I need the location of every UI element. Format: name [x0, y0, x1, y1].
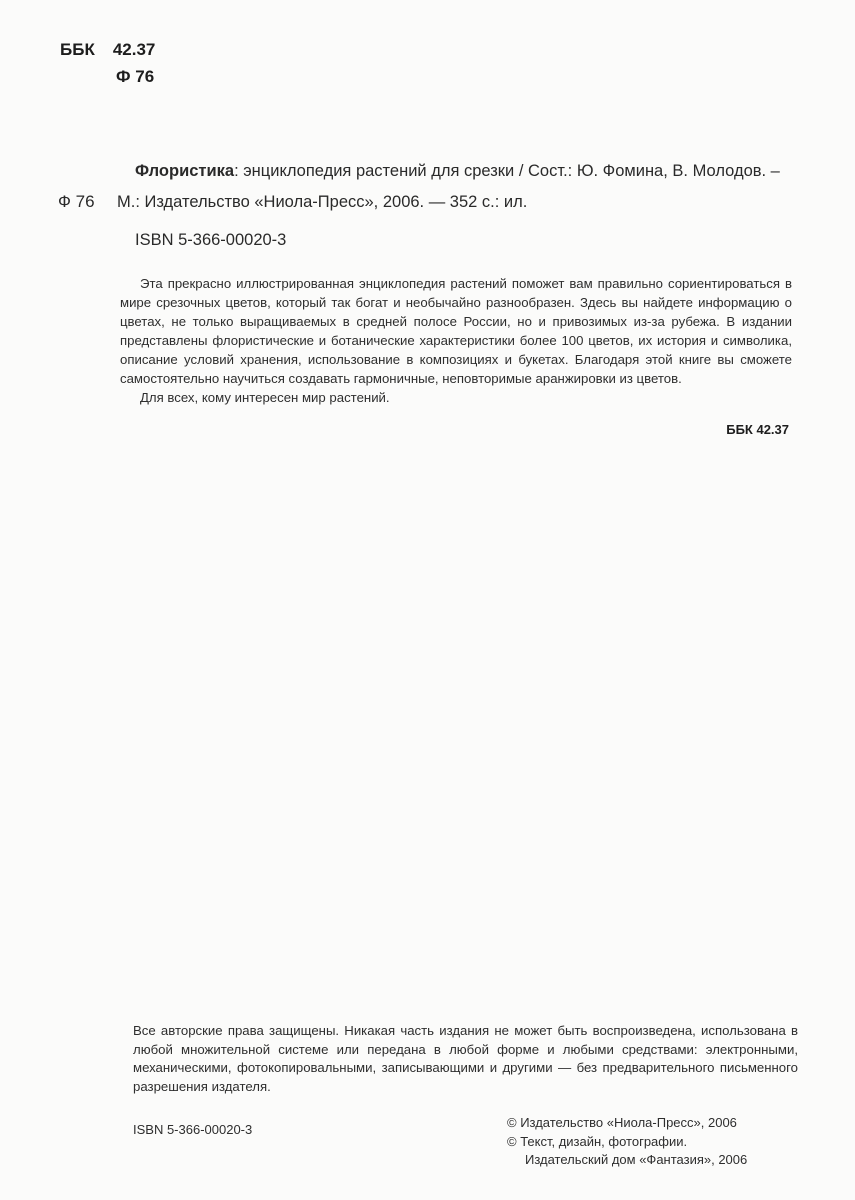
bbk-line — [60, 36, 155, 63]
copyright-publishing-house: Издательский дом «Фантазия», 2006 — [525, 1152, 748, 1167]
book-title: Флористика — [135, 162, 235, 180]
catalog-publisher-line — [58, 192, 527, 212]
bbk-classification-block — [60, 36, 155, 90]
publisher-info: М.: Издательство «Ниола-Пресс», 2006. — 352 с.: ил. — [117, 193, 528, 211]
audience-note: Для всех, кому интересен мир растений. — [140, 390, 390, 405]
footer-isbn: ISBN 5-366-00020-3 — [133, 1122, 253, 1137]
copyright-notice: Все авторские права защищены. Никакая часть издания не может быть воспроизведена, использована в любой множительной системе или передана в любой форме и любыми средствами: электронными, механическими, фотокопировальными, записывающими и другими — без предварительного письменного разрешения издателя. — [133, 1023, 798, 1094]
bbk-code: 42.37 — [112, 40, 156, 59]
abstract-paragraph: Эта прекрасно иллюстрированная энциклопедия растений поможет вам правильно сориентироваться в мире срезочных цветов, который так богат и необычайно разнообразен. Здесь вы найдете информацию о цветах, не только выращиваемых в средней полосе России, но и привозимых из-за рубежа. В издании представлены флористические и ботанические характеристики более 100 цветов, их история и символика, описание условий хранения, использование в композициях и букетах. Благодаря этой книге вы сможете самостоятельно научиться создавать гармоничные, неповторимые аранжировки из цветов. — [120, 276, 792, 386]
bbk-label: ББК — [60, 40, 95, 59]
copyright-block — [507, 1114, 747, 1170]
catalog-title-line — [135, 162, 780, 181]
title-details: : энциклопедия растений для срезки / Сост.: Ю. Фомина, В. Молодов. – — [234, 162, 780, 180]
copyright-content: © Текст, дизайн, фотографии. — [507, 1133, 688, 1149]
author-mark: Ф 76 — [116, 67, 155, 86]
abstract-bbk: ББК 42.37 — [726, 422, 789, 437]
catalog-author-mark: Ф 76 — [58, 192, 95, 211]
catalog-isbn: ISBN 5-366-00020-3 — [135, 231, 287, 249]
copyright-publisher: © Издательство «Ниола-Пресс», 2006 — [507, 1115, 737, 1130]
abstract-block — [120, 274, 792, 407]
